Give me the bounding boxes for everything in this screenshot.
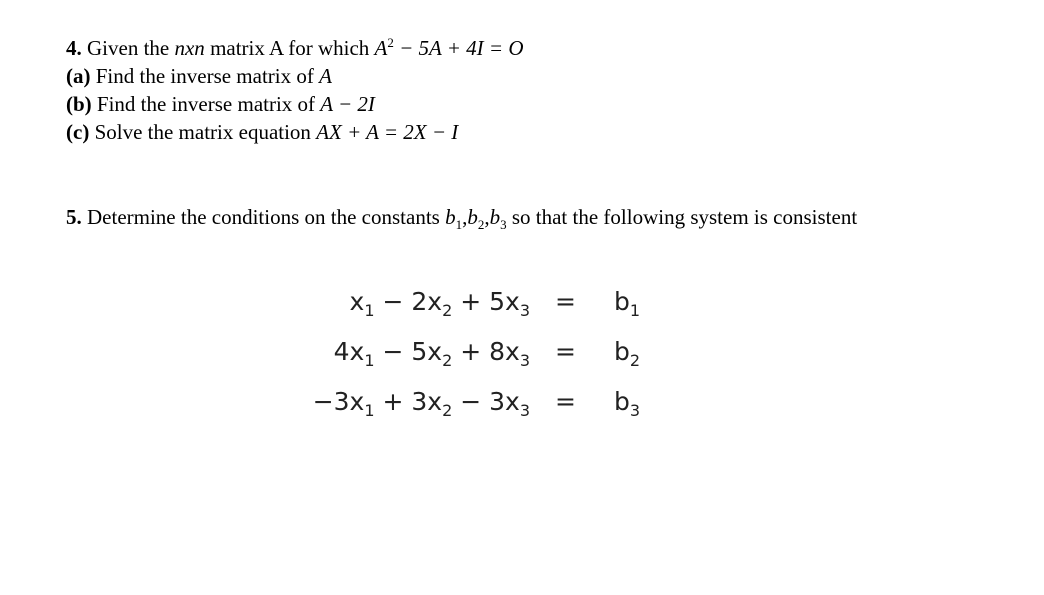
problem-5-text-2: so that the following system is consistent (506, 205, 858, 229)
equals-sign: = (555, 337, 576, 366)
term-2: + 3x (374, 387, 443, 416)
term-3-subscript: 3 (519, 301, 530, 320)
equation-rhs (614, 328, 640, 376)
linear-system (250, 278, 670, 428)
equation-lhs (350, 278, 530, 326)
constant-b3: b (489, 205, 501, 229)
equation-rhs (614, 278, 640, 326)
problem-4-stem-text-2: matrix A for which (204, 36, 375, 60)
problem-4-stem (66, 34, 524, 62)
term-3-subscript: 3 (519, 351, 530, 370)
part-c-text: Solve the matrix equation (89, 120, 317, 144)
rhs-constant: b (614, 387, 630, 416)
equation-lhs (313, 378, 530, 426)
term-3: + 5x (452, 287, 520, 316)
part-b-text: Find the inverse matrix of (91, 92, 321, 116)
matrix-equation-rest: − 5A + 4I = O (393, 36, 524, 60)
problem-4-part-b (66, 90, 375, 118)
term-1: x (349, 287, 365, 316)
equation-lhs (334, 328, 530, 376)
matrix-dimension: nxn (174, 36, 205, 60)
rhs-subscript: 1 (629, 301, 641, 320)
term-1-subscript: 1 (364, 401, 375, 420)
equation-row (250, 378, 670, 426)
constant-b1: b (445, 205, 456, 229)
equation-row (250, 278, 670, 326)
equation-rhs (614, 378, 640, 426)
part-a-label: (a) (66, 64, 91, 88)
rhs-subscript: 3 (629, 401, 641, 420)
part-b-math: A − 2I (320, 92, 375, 116)
term-2-subscript: 2 (442, 301, 453, 320)
part-c-math: AX + A = 2X − I (316, 120, 459, 144)
rhs-subscript: 2 (629, 351, 641, 370)
term-1-subscript: 1 (364, 301, 375, 320)
term-3: + 8x (452, 337, 520, 366)
constant-b3-subscript: 3 (500, 217, 507, 232)
equals-sign: = (555, 287, 576, 316)
problem-4-stem-text: Given the (81, 36, 175, 60)
term-1: 4x (333, 337, 365, 366)
part-a-math: A (319, 64, 332, 88)
rhs-constant: b (614, 287, 630, 316)
problem-5-stem (66, 203, 857, 231)
constant-b2: b (467, 205, 478, 229)
equation-row (250, 328, 670, 376)
constant-b1-subscript: 1 (455, 217, 463, 232)
problem-4-part-c (66, 118, 458, 146)
term-2: − 2x (374, 287, 443, 316)
term-2-subscript: 2 (442, 401, 453, 420)
problem-4-number: 4. (66, 36, 82, 60)
constant-b2-subscript: 2 (477, 217, 485, 232)
equals-sign: = (555, 387, 576, 416)
constant-separator-2: , (484, 205, 490, 229)
part-c-label: (c) (66, 120, 90, 144)
problem-5-number: 5. (66, 205, 82, 229)
term-1: −3x (312, 387, 365, 416)
matrix-equation-base: A (374, 36, 388, 60)
problem-4-part-a (66, 62, 332, 90)
constant-separator-1: , (462, 205, 468, 229)
term-3: − 3x (452, 387, 520, 416)
part-a-text: Find the inverse matrix of (90, 64, 320, 88)
term-2: − 5x (374, 337, 443, 366)
rhs-constant: b (614, 337, 630, 366)
term-2-subscript: 2 (442, 351, 453, 370)
problem-5-text: Determine the conditions on the constants (81, 205, 446, 229)
term-1-subscript: 1 (364, 351, 375, 370)
term-3-subscript: 3 (519, 401, 530, 420)
matrix-equation-exponent: 2 (387, 35, 394, 50)
part-b-label: (b) (66, 92, 92, 116)
